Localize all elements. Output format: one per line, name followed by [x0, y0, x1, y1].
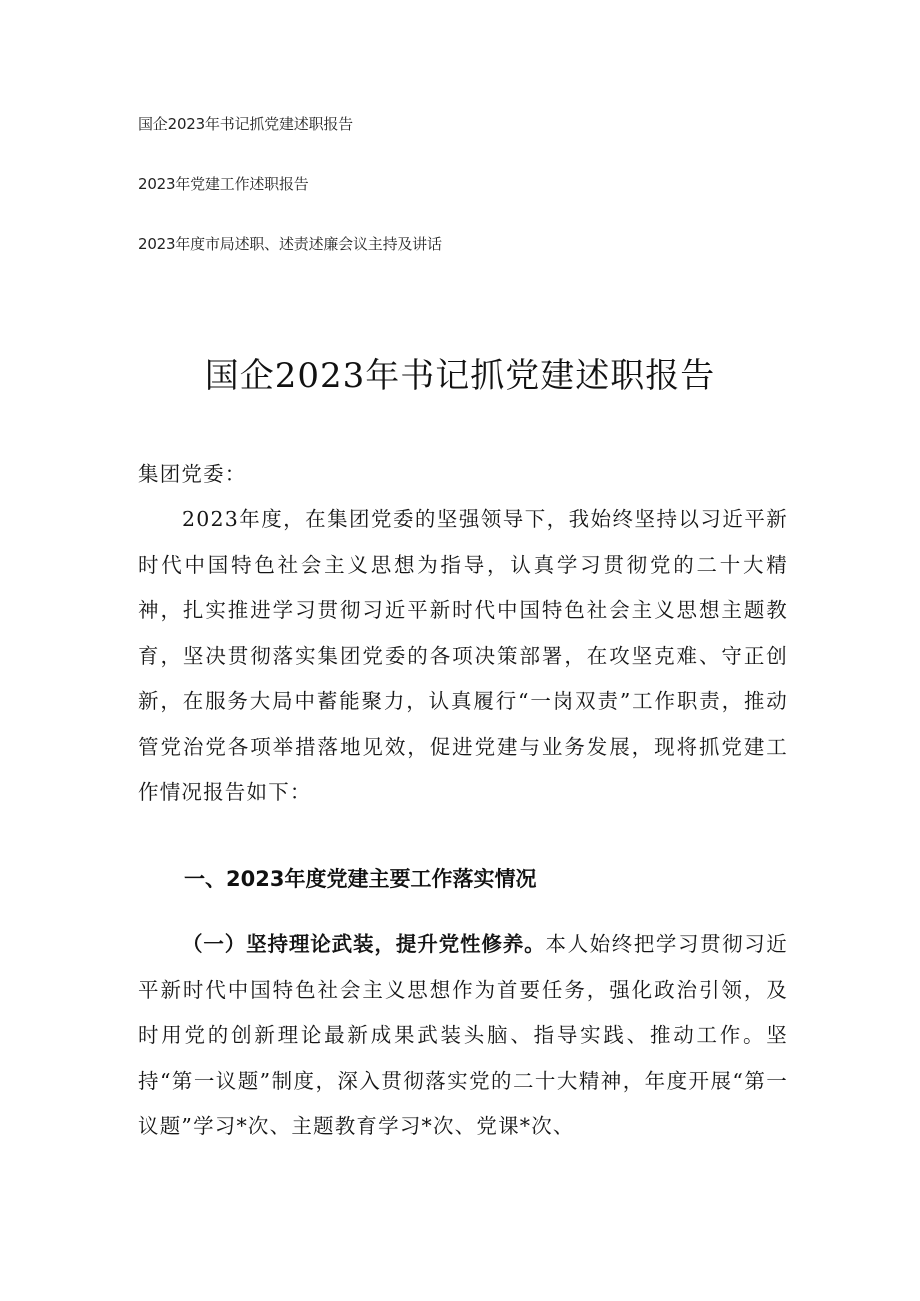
related-document-link[interactable]: 国企2023年书记抓党建述职报告: [138, 115, 353, 133]
paragraph-lead: （一）坚持理论武装，提升党性修养。: [182, 932, 546, 956]
paragraph-text: 本人始终把学习贯彻习近平新时代中国特色社会主义思想作为首要任务，强化政治引领，及时用党的创新理论最新成果武装头脑、指导实践、推动工作。坚持“第一议题”制度，深入贯彻落实党的二十大精神，年度开展“第一议题”学习*次、主题教育学习*次、党课*次、: [138, 932, 788, 1138]
related-document-link[interactable]: 2023年党建工作述职报告: [138, 175, 309, 193]
section-heading: 一、2023年度党建主要工作落实情况: [184, 867, 537, 891]
related-document-link[interactable]: 2023年度市局述职、述责述廉会议主持及讲话: [138, 235, 442, 253]
related-documents-list: [138, 112, 778, 292]
section-paragraph: [138, 922, 788, 1150]
salutation: 集团党委：: [138, 462, 247, 486]
intro-paragraph: 2023年度，在集团党委的坚强领导下，我始终坚持以习近平新时代中国特色社会主义思想为指导，认真学习贯彻党的二十大精神，扎实推进学习贯彻习近平新时代中国特色社会主义思想主题教育，坚决贯彻落实集团党委的各项决策部署，在攻坚克难、守正创新，在服务大局中蓄能聚力，认真履行“一岗双责”工作职责，推动管党治党各项举措落地见效，促进党建与业务发展，现将抓党建工作情况报告如下：: [138, 507, 788, 804]
document-title: 国企2023年书记抓党建述职报告: [204, 356, 716, 396]
